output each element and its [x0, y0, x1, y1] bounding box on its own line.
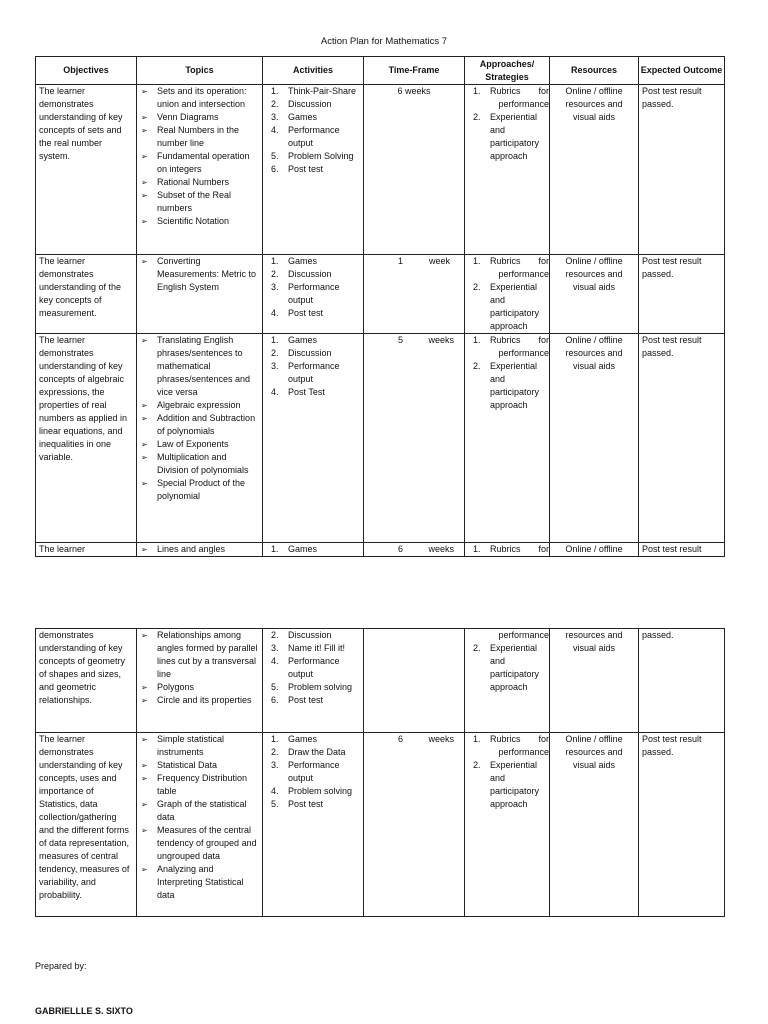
approaches-list — [465, 629, 549, 694]
header-row — [36, 57, 725, 85]
approach-item: 1. Rubrics for — [473, 544, 549, 554]
header-resources: Resources — [550, 57, 639, 85]
activity-item: 1. Games — [271, 335, 318, 345]
document-title: Action Plan for Mathematics 7 — [320, 36, 448, 47]
activity-item: 4. Problem solving — [271, 786, 353, 796]
activity-item: 3. Performance output — [271, 282, 340, 305]
approaches-list — [465, 85, 549, 163]
arrow-bullet-icon: ➢ — [141, 735, 148, 744]
topic-item: ➢ Multiplication and Division of polynomials — [141, 452, 249, 475]
arrow-bullet-icon: ➢ — [141, 152, 148, 161]
arrow-bullet-icon: ➢ — [141, 414, 148, 423]
activity-item: 2. Discussion — [271, 630, 332, 640]
arrow-bullet-icon: ➢ — [141, 479, 148, 488]
arrow-bullet-icon: ➢ — [141, 761, 148, 770]
arrow-bullet-icon: ➢ — [141, 126, 148, 135]
approaches-list — [465, 733, 549, 811]
action-plan-table-page1 — [35, 56, 725, 557]
preparer-name: GABRIELLLE S. SIXTO — [35, 1006, 133, 1016]
approach-item: 1. Rubrics for performance — [473, 734, 549, 757]
activity-item: 4. Post test — [271, 308, 324, 318]
topics-list — [137, 543, 262, 556]
approaches-list — [465, 334, 549, 412]
activity-item: 2. Discussion — [271, 99, 332, 109]
approach-item: 2. Experiential and participatory approach — [473, 760, 540, 809]
activity-item: 1. Games — [271, 256, 318, 266]
activity-item: 1. Games — [271, 734, 318, 744]
approaches-list — [465, 255, 549, 333]
activity-item: 3. Performance output — [271, 361, 340, 384]
activity-item: 4. Post Test — [271, 387, 325, 397]
header-topics: Topics — [137, 57, 263, 85]
topic-item: ➢ Real Numbers in the number line — [141, 125, 240, 148]
activity-item: 1. Think-Pair-Share — [271, 86, 357, 96]
arrow-bullet-icon: ➢ — [141, 800, 148, 809]
topic-item: ➢ Scientific Notation — [141, 216, 230, 226]
timeframe-value: 6 weeks — [398, 734, 454, 744]
arrow-bullet-icon: ➢ — [141, 401, 148, 410]
topics-list — [137, 85, 262, 228]
topic-item: ➢ Polygons — [141, 682, 195, 692]
outcome-text: Post test result passed. — [642, 256, 702, 279]
outcome-text: passed. — [642, 630, 674, 640]
header-objectives: Objectives — [36, 57, 137, 85]
activity-item: 6. Post test — [271, 695, 324, 705]
activities-list — [263, 733, 363, 811]
outcome-text: Post test result passed. — [642, 734, 702, 757]
topic-item: ➢ Analyzing and Interpreting Statistical data — [141, 864, 244, 900]
objective-text: The learner — [39, 544, 86, 554]
topic-item: ➢ Addition and Subtraction of polynomials — [141, 413, 256, 436]
topic-item: ➢ Graph of the statistical data — [141, 799, 247, 822]
topic-item: ➢ Fundamental operation on integers — [141, 151, 250, 174]
objective-text: The learner demonstrates understanding of key concepts of algebraic expressions, the properties of real numbers as applied in linear equations, and inequalities in one variable. — [39, 335, 128, 462]
prepared-by-label: Prepared by: — [35, 961, 87, 971]
approach-item: 1. Rubrics for performance — [473, 256, 549, 279]
approach-item: 1. Rubrics for performance — [473, 86, 549, 109]
topic-item: ➢ Law of Exponents — [141, 439, 229, 449]
topic-item: ➢ Translating English phrases/sentences to mathematical phrases/sentences and vice versa — [141, 335, 251, 397]
table-row — [36, 255, 725, 334]
topic-item: ➢ Algebraic expression — [141, 400, 241, 410]
objective-text: The learner demonstrates understanding of key concepts of sets and the real number system. — [39, 86, 123, 161]
activity-item: 1. Games — [271, 544, 318, 554]
topics-list — [137, 334, 262, 503]
timeframe-value: 5 weeks — [398, 335, 454, 345]
activity-item: 5. Problem Solving — [271, 151, 354, 161]
approach-item: 2. Experiential and participatory approach — [473, 643, 540, 692]
action-plan-table-page2 — [35, 628, 725, 917]
resources-text: Online / offline — [565, 544, 623, 554]
approach-item: performance — [498, 630, 549, 640]
arrow-bullet-icon: ➢ — [141, 191, 148, 200]
topic-item: ➢ Relationships among angles formed by parallel lines cut by a transversal line — [141, 630, 258, 679]
topics-list — [137, 733, 262, 902]
topic-item: ➢ Circle and its properties — [141, 695, 252, 705]
arrow-bullet-icon: ➢ — [141, 774, 148, 783]
activity-item: 4. Performance output — [271, 125, 340, 148]
activity-item: 3. Name it! Fill it! — [271, 643, 346, 653]
activity-item: 5. Problem solving — [271, 682, 353, 692]
activity-item: 3. Games — [271, 112, 318, 122]
timeframe-value: 6 weeks — [398, 544, 454, 554]
approach-item: 2. Experiential and participatory approach — [473, 282, 540, 331]
arrow-bullet-icon: ➢ — [141, 865, 148, 874]
topic-item: ➢ Venn Diagrams — [141, 112, 219, 122]
timeframe-value: 1 week — [398, 256, 450, 266]
table-row — [36, 733, 725, 917]
header-timeframe: Time-Frame — [364, 57, 465, 85]
arrow-bullet-icon: ➢ — [141, 257, 148, 266]
approach-item: 2. Experiential and participatory approach — [473, 112, 540, 161]
arrow-bullet-icon: ➢ — [141, 440, 148, 449]
activities-list — [263, 334, 363, 399]
arrow-bullet-icon: ➢ — [141, 178, 148, 187]
arrow-bullet-icon: ➢ — [141, 826, 148, 835]
topic-item: ➢ Subset of the Real numbers — [141, 190, 232, 213]
approaches-list — [465, 543, 549, 556]
topics-list — [137, 629, 262, 707]
topic-item: ➢ Statistical Data — [141, 760, 218, 770]
resources-text: Online / offline resources and visual aids — [565, 86, 623, 122]
table-row — [36, 85, 725, 255]
activity-item: 3. Performance output — [271, 760, 340, 783]
timeframe-value: 6 weeks — [397, 86, 431, 96]
arrow-bullet-icon: ➢ — [141, 453, 148, 462]
topic-item: ➢ Simple statistical instruments — [141, 734, 225, 757]
arrow-bullet-icon: ➢ — [141, 631, 148, 640]
topic-item: ➢ Measures of the central tendency of grouped and ungrouped data — [141, 825, 257, 861]
outcome-text: Post test result — [642, 544, 702, 554]
arrow-bullet-icon: ➢ — [141, 696, 148, 705]
header-outcome: Expected Outcome — [639, 57, 725, 85]
table-row — [36, 629, 725, 733]
activities-list — [263, 543, 363, 556]
activities-list — [263, 629, 363, 707]
approach-item: 1. Rubrics for performance — [473, 335, 549, 358]
resources-text: Online / offline resources and visual aids — [565, 256, 623, 292]
header-approaches: Approaches/ Strategies — [465, 57, 550, 85]
topic-item: ➢ Special Product of the polynomial — [141, 478, 246, 501]
objective-text: The learner demonstrates understanding of the key concepts of measurement. — [39, 256, 122, 318]
topic-item: ➢ Rational Numbers — [141, 177, 230, 187]
objective-text: demonstrates understanding of key concepts of geometry of shapes and sizes, and geometric relationships. — [39, 630, 126, 705]
topic-item: ➢ Frequency Distribution table — [141, 773, 248, 796]
activity-item: 2. Discussion — [271, 348, 332, 358]
table-row — [36, 334, 725, 543]
activities-list — [263, 255, 363, 320]
activity-item: 2. Draw the Data — [271, 747, 346, 757]
topic-item: ➢ Sets and its operation: union and intersection — [141, 86, 247, 109]
topic-item: ➢ Lines and angles — [141, 544, 226, 554]
activity-item: 4. Performance output — [271, 656, 340, 679]
topics-list — [137, 255, 262, 294]
arrow-bullet-icon: ➢ — [141, 87, 148, 96]
activity-item: 6. Post test — [271, 164, 324, 174]
outcome-text: Post test result passed. — [642, 86, 702, 109]
outcome-text: Post test result passed. — [642, 335, 702, 358]
activities-list — [263, 85, 363, 176]
resources-text: resources and visual aids — [565, 630, 623, 653]
resources-text: Online / offline resources and visual aids — [565, 335, 623, 371]
activity-item: 2. Discussion — [271, 269, 332, 279]
arrow-bullet-icon: ➢ — [141, 113, 148, 122]
objective-text: The learner demonstrates understanding of key concepts, uses and importance of Statistics, data collection/gathering and the different forms of data representation, measures of central tendency, measures of variability, and probability. — [39, 734, 130, 900]
arrow-bullet-icon: ➢ — [141, 217, 148, 226]
arrow-bullet-icon: ➢ — [141, 336, 148, 345]
arrow-bullet-icon: ➢ — [141, 683, 148, 692]
header-activities: Activities — [263, 57, 364, 85]
approach-item: 2. Experiential and participatory approach — [473, 361, 540, 410]
resources-text: Online / offline resources and visual aids — [565, 734, 623, 770]
arrow-bullet-icon: ➢ — [141, 545, 148, 554]
activity-item: 5. Post test — [271, 799, 324, 809]
topic-item: ➢ Converting Measurements: Metric to English System — [141, 256, 257, 292]
table-row — [36, 543, 725, 557]
